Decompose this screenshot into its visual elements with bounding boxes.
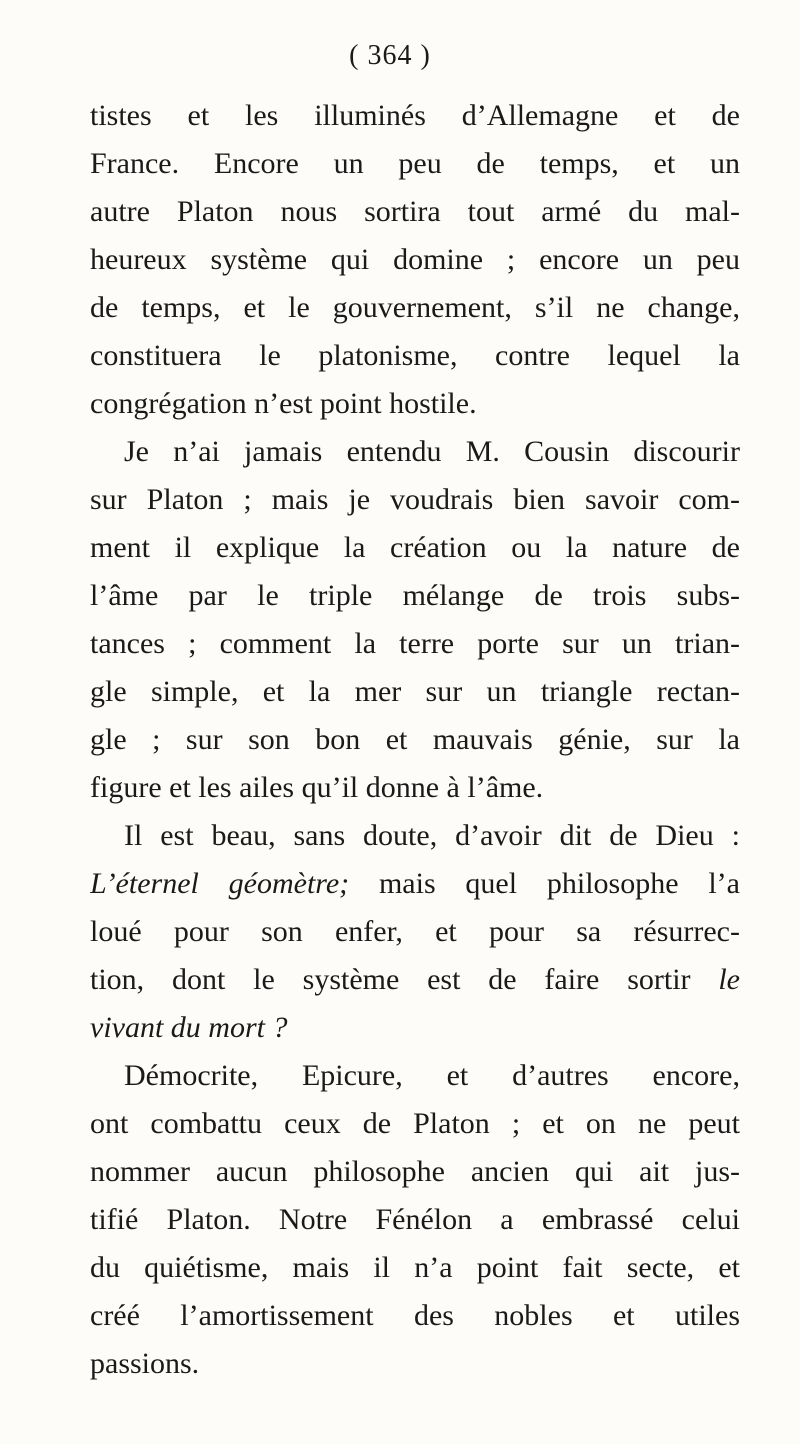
text-line: ont combattu ceux de Platon ; et on ne peut (90, 1107, 740, 1140)
text-line: ment il explique la création ou la nature de (90, 531, 740, 564)
italic-phrase: L’éternel géomètre; (90, 867, 350, 900)
text-line: nommer aucun philosophe ancien qui ait jus- (90, 1155, 740, 1188)
text-line: gle ; sur son bon et mauvais génie, sur la (90, 723, 740, 756)
text-line-with-italic (90, 860, 740, 908)
text-line: autre Platon nous sortira tout armé du mal- (90, 195, 740, 228)
italic-phrase: vivant du mort ? (90, 1011, 288, 1044)
text-line: tances ; comment la terre porte sur un trian- (90, 627, 740, 660)
text-line: tistes et les illuminés d’Allemagne et de (90, 99, 740, 132)
text-line: sur Platon ; mais je voudrais bien savoir com- (90, 483, 740, 516)
text-line: constituera le platonisme, contre lequel la (90, 339, 740, 372)
italic-word: le (718, 963, 740, 996)
paragraph-start-line: Démocrite, Epicure, et d’autres encore, (124, 1059, 740, 1092)
text-line: gle simple, et la mer sur un triangle rectan- (90, 675, 740, 708)
text-line: créé l’amortissement des nobles et utiles (90, 1299, 740, 1332)
page-number: ( 364 ) (349, 40, 431, 71)
body-text (90, 92, 740, 1388)
line-plain: tion, dont le système est de faire sortir (90, 963, 719, 996)
text-line-with-italic (90, 956, 740, 1004)
text-line: tifié Platon. Notre Fénélon a embrassé celui (90, 1203, 740, 1236)
text-line: du quiétisme, mais il n’a point fait secte, et (90, 1251, 740, 1284)
text-line: France. Encore un peu de temps, et un (90, 147, 740, 180)
paragraph-start-line: Il est beau, sans doute, d’avoir dit de Dieu : (124, 819, 740, 852)
text-line: l’âme par le triple mélange de trois subs- (90, 579, 740, 612)
line-rest: mais quel philosophe l’a (349, 867, 740, 900)
text-line: de temps, et le gouvernement, s’il ne change, (90, 291, 740, 324)
text-line: passions. (90, 1347, 200, 1380)
paragraph-start-line: Je n’ai jamais entendu M. Cousin discourir (124, 435, 740, 468)
text-line: figure et les ailes qu’il donne à l’âme. (90, 771, 544, 804)
text-line-italic (90, 1004, 740, 1052)
text-line: congrégation n’est point hostile. (90, 387, 477, 420)
text-line: loué pour son enfer, et pour sa résurrec- (90, 915, 740, 948)
text-line: heureux système qui domine ; encore un peu (90, 243, 740, 276)
